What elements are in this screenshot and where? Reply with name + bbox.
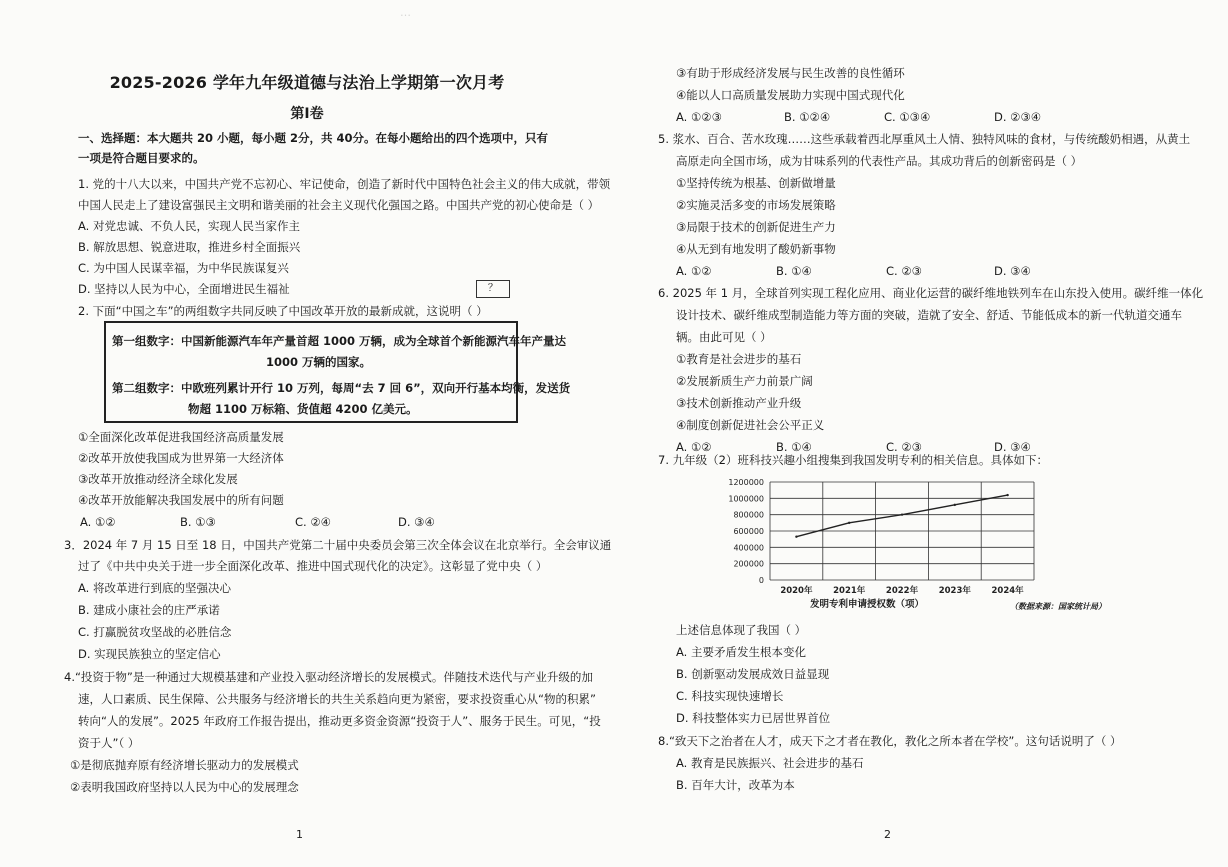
question-2-item: ①全面深化改革促进我国经济高质量发展 (78, 430, 284, 444)
question-1-stem: 1. 党的十八大以来，中国共产党不忘初心、牢记使命，创造了新时代中国特色社会主义的伟大成就，带领 (78, 177, 611, 191)
question-1-option: C. 为中国人民谋幸福，为中华民族谋复兴 (78, 261, 289, 275)
chart-grid (770, 482, 1034, 580)
question-7-prompt: 上述信息体现了我国（ ） (676, 623, 807, 637)
chart-x-ticks (780, 585, 1024, 596)
chart-y-tick-label: 400000 (733, 543, 764, 553)
question-6-stem: 辆。由此可见（ ） (676, 330, 772, 344)
question-5-stem: 高原走向全国市场，成为甘味系列的代表性产品。其成功背后的创新密码是（ ） (676, 154, 1083, 168)
question-6-item: ④制度创新促进社会公平正义 (676, 418, 825, 432)
question-5-item: ④从无到有地发明了酸奶新事物 (676, 242, 836, 256)
data-box-line: 1000 万辆的国家。 (266, 355, 372, 369)
question-8-option: A. 教育是民族振兴、社会进步的基石 (676, 756, 864, 770)
question-3-stem: 3．2024 年 7 月 15 日至 18 日，中国共产党第二十届中央委员会第三次全体会议在北京举行。全会审议通 (64, 538, 612, 552)
question-3-option: C. 打赢脱贫攻坚战的必胜信念 (78, 625, 232, 639)
question-4-item: ③有助于形成经济发展与民生改善的良性循环 (676, 66, 905, 80)
chart-x-tick-label: 2020年 (780, 586, 813, 596)
chart-y-tick-label: 0 (758, 576, 764, 585)
question-4-stem: 速，人口素质、民生保障、公共服务与经济增长的共生关系趋向更为紧密，要求投资重心从“物的积累” (78, 692, 596, 706)
data-box-line: 第一组数字：中国新能源汽车年产量首超 1000 万辆，成为全球首个新能源汽车年产量达 (112, 334, 567, 348)
question-1-option: B. 解放思想、锐意进取，推进乡村全面振兴 (78, 240, 301, 254)
chart-y-tick-label: 800000 (733, 510, 764, 520)
question-2-answer: A. ①② (80, 515, 116, 529)
chart-y-ticks (728, 478, 764, 585)
question-4-stem: 转向“人的发展”。2025 年政府工作报告提出，推动更多资金资源“投资于人”、服务于民生。可见，“投 (78, 714, 601, 728)
question-8-stem: 8.“致天下之治者在人才，成天下之才者在教化，教化之所本者在学校”。这句话说明了（ ） (658, 734, 1122, 748)
chart-y-tick-label: 200000 (733, 559, 764, 569)
question-7-stem: 7. 九年级（2）班科技兴趣小组搜集到我国发明专利的相关信息。具体如下： (658, 453, 1048, 467)
exam-title: 2025-2026 学年九年级道德与法治上学期第一次月考 (109, 73, 505, 92)
question-7-option: B. 创新驱动发展成效日益显现 (676, 667, 830, 681)
chart-data-point (795, 536, 797, 538)
question-5-answer: A. ①② (676, 264, 712, 278)
question-4-answer: A. ①②③ (676, 110, 722, 124)
question-4-stem: 4.“投资于物”是一种通过大规模基建和产业投入驱动经济增长的发展模式。伴随技术迭代与产业升级的加 (64, 670, 593, 684)
question-4-answer: C. ①③④ (884, 110, 931, 124)
chart-y-tick-label: 1200000 (728, 478, 764, 487)
question-5-item: ③局限于技术的创新促进生产力 (676, 220, 836, 234)
chart-series-line (796, 495, 1007, 537)
question-2-item: ②改革开放使我国成为世界第一大经济体 (78, 451, 284, 465)
question-6-item: ③技术创新推动产业升级 (676, 396, 802, 410)
question-2-answer: D. ③④ (398, 515, 435, 529)
chart-y-tick-label: 600000 (733, 527, 764, 536)
question-5-item: ①坚持传统为根基、创新做增量 (676, 176, 836, 190)
question-6-stem: 设计技术、碳纤维成型制造能力等方面的突破，造就了安全、舒适、节能低成本的新一代轨道交通车 (676, 308, 1182, 322)
question-3-stem: 过了《中共中央关于进一步全面深化改革、推进中国式现代化的决定》。这彰显了党中央（ ） (78, 559, 548, 573)
question-6-item: ①教育是社会进步的基石 (676, 352, 802, 366)
chart-data-point (1006, 494, 1008, 496)
question-2-item: ③改革开放推动经济全球化发展 (78, 472, 238, 486)
question-4-answer: B. ①②④ (784, 110, 831, 124)
page-number: 2 (884, 828, 891, 841)
question-6-stem: 6. 2025 年 1 月，全球首列实现工程化应用、商业化运营的碳纤维地铁列车在山东投入使用。碳纤维一体化 (658, 286, 1204, 300)
chart-data-point (848, 522, 850, 524)
right-page (614, 0, 1228, 867)
paper-section-title: 第Ⅰ卷 (290, 106, 324, 122)
chart-x-tick-label: 2021年 (833, 586, 866, 596)
question-6-answer: B. ①④ (776, 440, 812, 454)
question-5-item: ②实施灵活多变的市场发展策略 (676, 198, 836, 212)
question-5-stem: 5. 浆水、百合、苦水玫瑰……这些承载着西北厚重风土人情、独特风味的食材，与传统酸奶相遇，从黄土 (658, 132, 1191, 146)
handwritten-box: ？ (476, 280, 510, 298)
question-6-answer: C. ②③ (886, 440, 922, 454)
question-2-item: ④改革开放能解决我国发展中的所有问题 (78, 493, 284, 507)
chart-data-point (901, 513, 903, 515)
question-6-item: ②发展新质生产力前景广阔 (676, 374, 813, 388)
patent-line-chart (712, 468, 1052, 618)
bleed-through-text: … (400, 6, 411, 19)
question-1-option: D. 坚持以人民为中心，全面增进民生福祉 (78, 282, 290, 296)
question-3-option: A. 将改革进行到底的坚强决心 (78, 581, 231, 595)
question-1-option: A. 对党忠诚、不负人民，实现人民当家作主 (78, 219, 300, 233)
chart-x-tick-label: 2024年 (991, 586, 1024, 596)
question-4-stem: 资于人”（ ） (78, 736, 140, 750)
page-number: 1 (296, 828, 303, 841)
question-3-option: D. 实现民族独立的坚定信心 (78, 647, 221, 661)
question-4-answer: D. ②③④ (994, 110, 1042, 124)
chart-y-tick-label: 1000000 (728, 494, 764, 504)
chart-x-tick-label: 2022年 (885, 586, 919, 596)
question-3-option: B. 建成小康社会的庄严承诺 (78, 603, 220, 617)
question-4-item: ①是彻底抛弃原有经济增长驱动力的发展模式 (70, 758, 299, 772)
question-2-answer: C. ②④ (295, 515, 331, 529)
question-5-answer: D. ③④ (994, 264, 1031, 278)
question-7-option: C. 科技实现快速增长 (676, 689, 784, 703)
question-4-item: ④能以人口高质量发展助力实现中国式现代化 (676, 88, 905, 102)
question-5-answer: B. ①④ (776, 264, 812, 278)
data-box-line: 第二组数字：中欧班列累计开行 10 万列，每周“去 7 回 6”，双向开行基本均衡，发送货 (112, 381, 571, 395)
chart-x-axis-label: 发明专利申请授权数（项） (810, 599, 925, 610)
question-1-stem: 中国人民走上了建设富强民主文明和谐美丽的社会主义现代化强国之路。中国共产党的初心使命是（ ） (78, 198, 600, 212)
question-5-answer: C. ②③ (886, 264, 922, 278)
question-8-option: B. 百年大计，改革为本 (676, 778, 795, 792)
section-instruction: 一、选择题：本大题共 20 小题，每小题 2分，共 40分。在每小题给出的四个选项中，只有 (78, 131, 549, 145)
data-box-line: 物超 1100 万标箱、货值超 4200 亿美元。 (188, 402, 418, 416)
question-2-stem: 2. 下面“中国之车”的两组数字共同反映了中国改革开放的最新成就，这说明（ ） (78, 304, 488, 318)
question-2-answer: B. ①③ (180, 515, 216, 529)
chart-source-note: （数据来源：国家统计局） (1010, 602, 1106, 611)
chart-x-tick-label: 2023年 (938, 586, 971, 596)
question-6-answer: D. ③④ (994, 440, 1031, 454)
question-7-option: A. 主要矛盾发生根本变化 (676, 645, 806, 659)
question-7-option: D. 科技整体实力已居世界首位 (676, 711, 831, 725)
question-4-item: ②表明我国政府坚持以人民为中心的发展理念 (70, 780, 299, 794)
section-instruction: 一项是符合题目要求的。 (78, 151, 205, 165)
chart-data-point (954, 504, 956, 506)
question-6-answer: A. ①② (676, 440, 712, 454)
